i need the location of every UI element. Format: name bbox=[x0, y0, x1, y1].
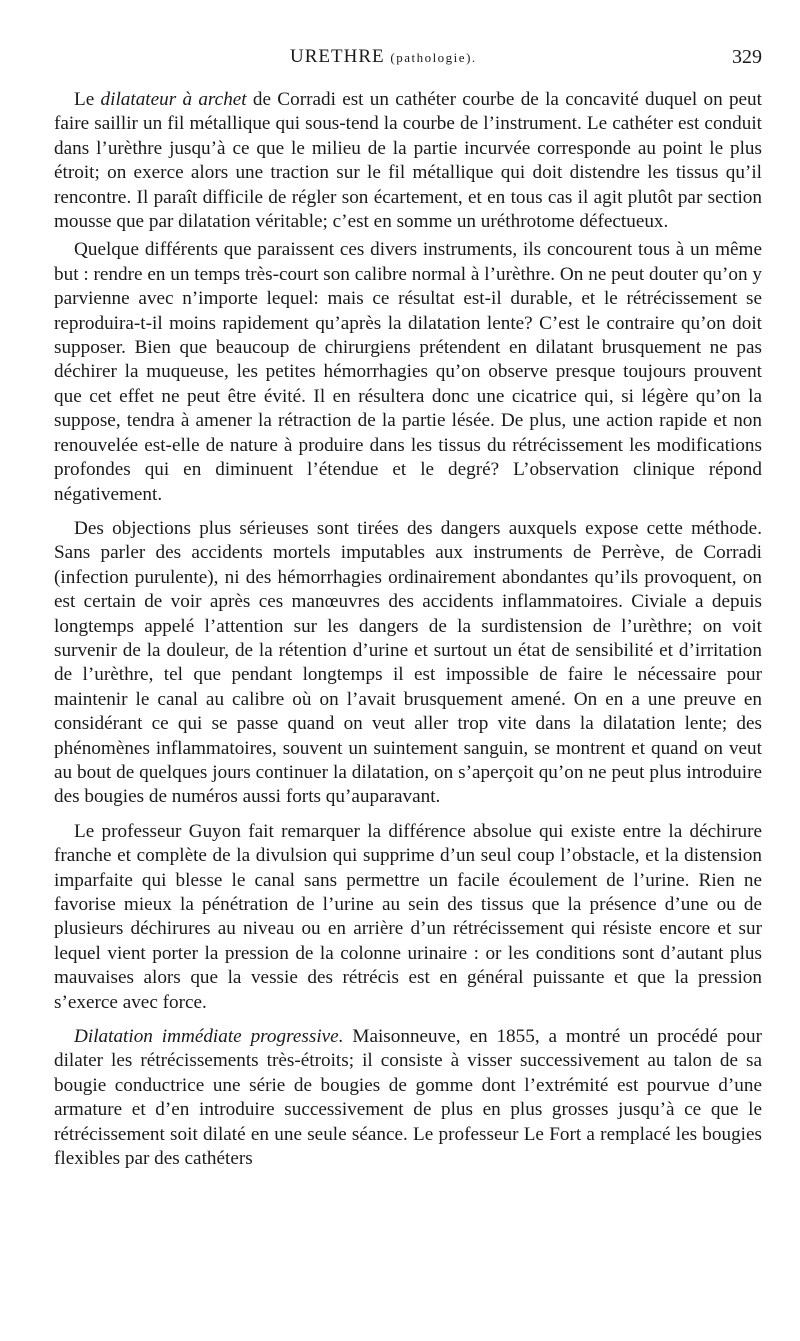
paragraph-text: de Corradi est un cathéter courbe de la concavité duquel on peut faire saillir un fil métallique qui sous-tend la courbe de l’instrument. Le cathéter est conduit dans l’urèthre jusqu’à ce que le milieu de la partie incurvée corresponde au point le plus étroit; on exerce alors une traction sur le fil métallique qui doit distendre les tissus qu’il rencontre. Il paraît difficile de régler son écartement, et en tous cas il agit plutôt par section mousse que par dilatation véritable; c’est en somme un uréthrotome défectueux. bbox=[54, 89, 762, 233]
paragraph-guyon bbox=[54, 820, 762, 1015]
paragraph-text: Maisonneuve, en 1855, a montré un procédé pour dilater les rétrécissements très-étroits; il consiste à visser successivement au talon de sa bougie conductrice une série de bougies de gomme dont l’extrémité est pourvue d’une armature et d’en introduire successivement de plus en plus grosses jusqu’à ce que le rétrécissement soit dilaté en une seule séance. Le professeur Le Fort a remplacé les bougies flexibles par des cathéters bbox=[54, 1026, 762, 1170]
paragraph-lead: Le bbox=[74, 89, 101, 110]
paragraph-text: Des objections plus sérieuses sont tirées des dangers auxquels expose cette méthode. Sans parler des accidents mortels imputables aux instruments de Perrève, de Corradi (infection purulente), ni des hémorrhagies ordinairement abondantes qu’ils provoquent, on est certain de voir après ces manœuvres des accidents inflammatoires. Civiale a depuis longtemps appelé l’attention sur les dangers de la surdistension de l’urèthre; on voit survenir de la douleur, de la rétention d’urine et surtout un état de sensibilité et d’irritation de l’urèthre, tel que pendant longtemps il est impossible de faire le nécessaire pour maintenir le canal au calibre où on l’avait brusquement amené. On en a une preuve en considérant ce qui se passe quand on veut aller trop vite dans la dilatation lente; des phénomènes inflammatoires, souvent un suintement sanguin, se montrent et quand on veut au bout de quelques jours continuer la dilatation, on s’aperçoit qu’on ne peut plus introduire des bougies de numéros aussi forts qu’auparavant. bbox=[54, 517, 762, 808]
emphasis-term: dilatateur à archet bbox=[100, 89, 247, 110]
paragraph-text: Le professeur Guyon fait remarquer la différence absolue qui existe entre la déchirure franche et complète de la divulsion qui supprime d’un seul coup l’obstacle, et la distension imparfaite qui blesse le canal sans permettre un facile écoulement de l’urine. Rien ne favorise mieux la pénétration de l’urine au sein des tissus que la présence d’une ou de plusieurs déchirures au niveau ou en arrière d’un rétrécissement qui résiste encore et sur lequel vient porter la pression de la colonne urinaire : or les conditions sont d’autant plus mauvaises alors que la vessie des rétrécis est en général puissante et que la pression s’exerce avec force. bbox=[54, 820, 762, 1013]
running-head-section: (pathologie). bbox=[390, 50, 477, 65]
running-head-title: URETHRE bbox=[290, 46, 385, 67]
paragraph-dilatateur bbox=[54, 88, 762, 234]
page-number: 329 bbox=[732, 46, 762, 68]
paragraph-dilatation-immediate bbox=[54, 1025, 762, 1171]
paragraph-text: Quelque différents que paraissent ces divers instruments, ils concourent tous à un même but : rendre en un temps très-court son calibre normal à l’urèthre. On ne peut douter qu’on y parvienne avec n’importe lequel: mais ce résultat est-il durable, et le rétrécissement se reproduira-t-il moins rapidement qu’après la dilatation lente? C’est le contraire qu’on doit supposer. Bien que beaucoup de chirurgiens prétendent en dilatant brusquement ne pas déchirer la muqueuse, les petites hémorrhagies qu’on observe presque toujours prouvent que cet effet ne peut être évité. Il en résultera donc une cicatrice qui, si légère qu’on la suppose, tendra à amener la rétraction de la partie lésée. De plus, une action rapide et non renouvelée est-elle de nature à produire dans les tissus du rétrécissement les modifications profondes qui en diminuent l’étendue et le degré? L’observation clinique répond négativement. bbox=[54, 239, 762, 505]
page-header bbox=[54, 46, 762, 76]
section-heading-italic: Dilatation immédiate progressive. bbox=[74, 1026, 344, 1048]
running-head bbox=[290, 46, 477, 68]
paragraph-instruments bbox=[54, 238, 762, 506]
paragraph-objections bbox=[54, 517, 762, 810]
